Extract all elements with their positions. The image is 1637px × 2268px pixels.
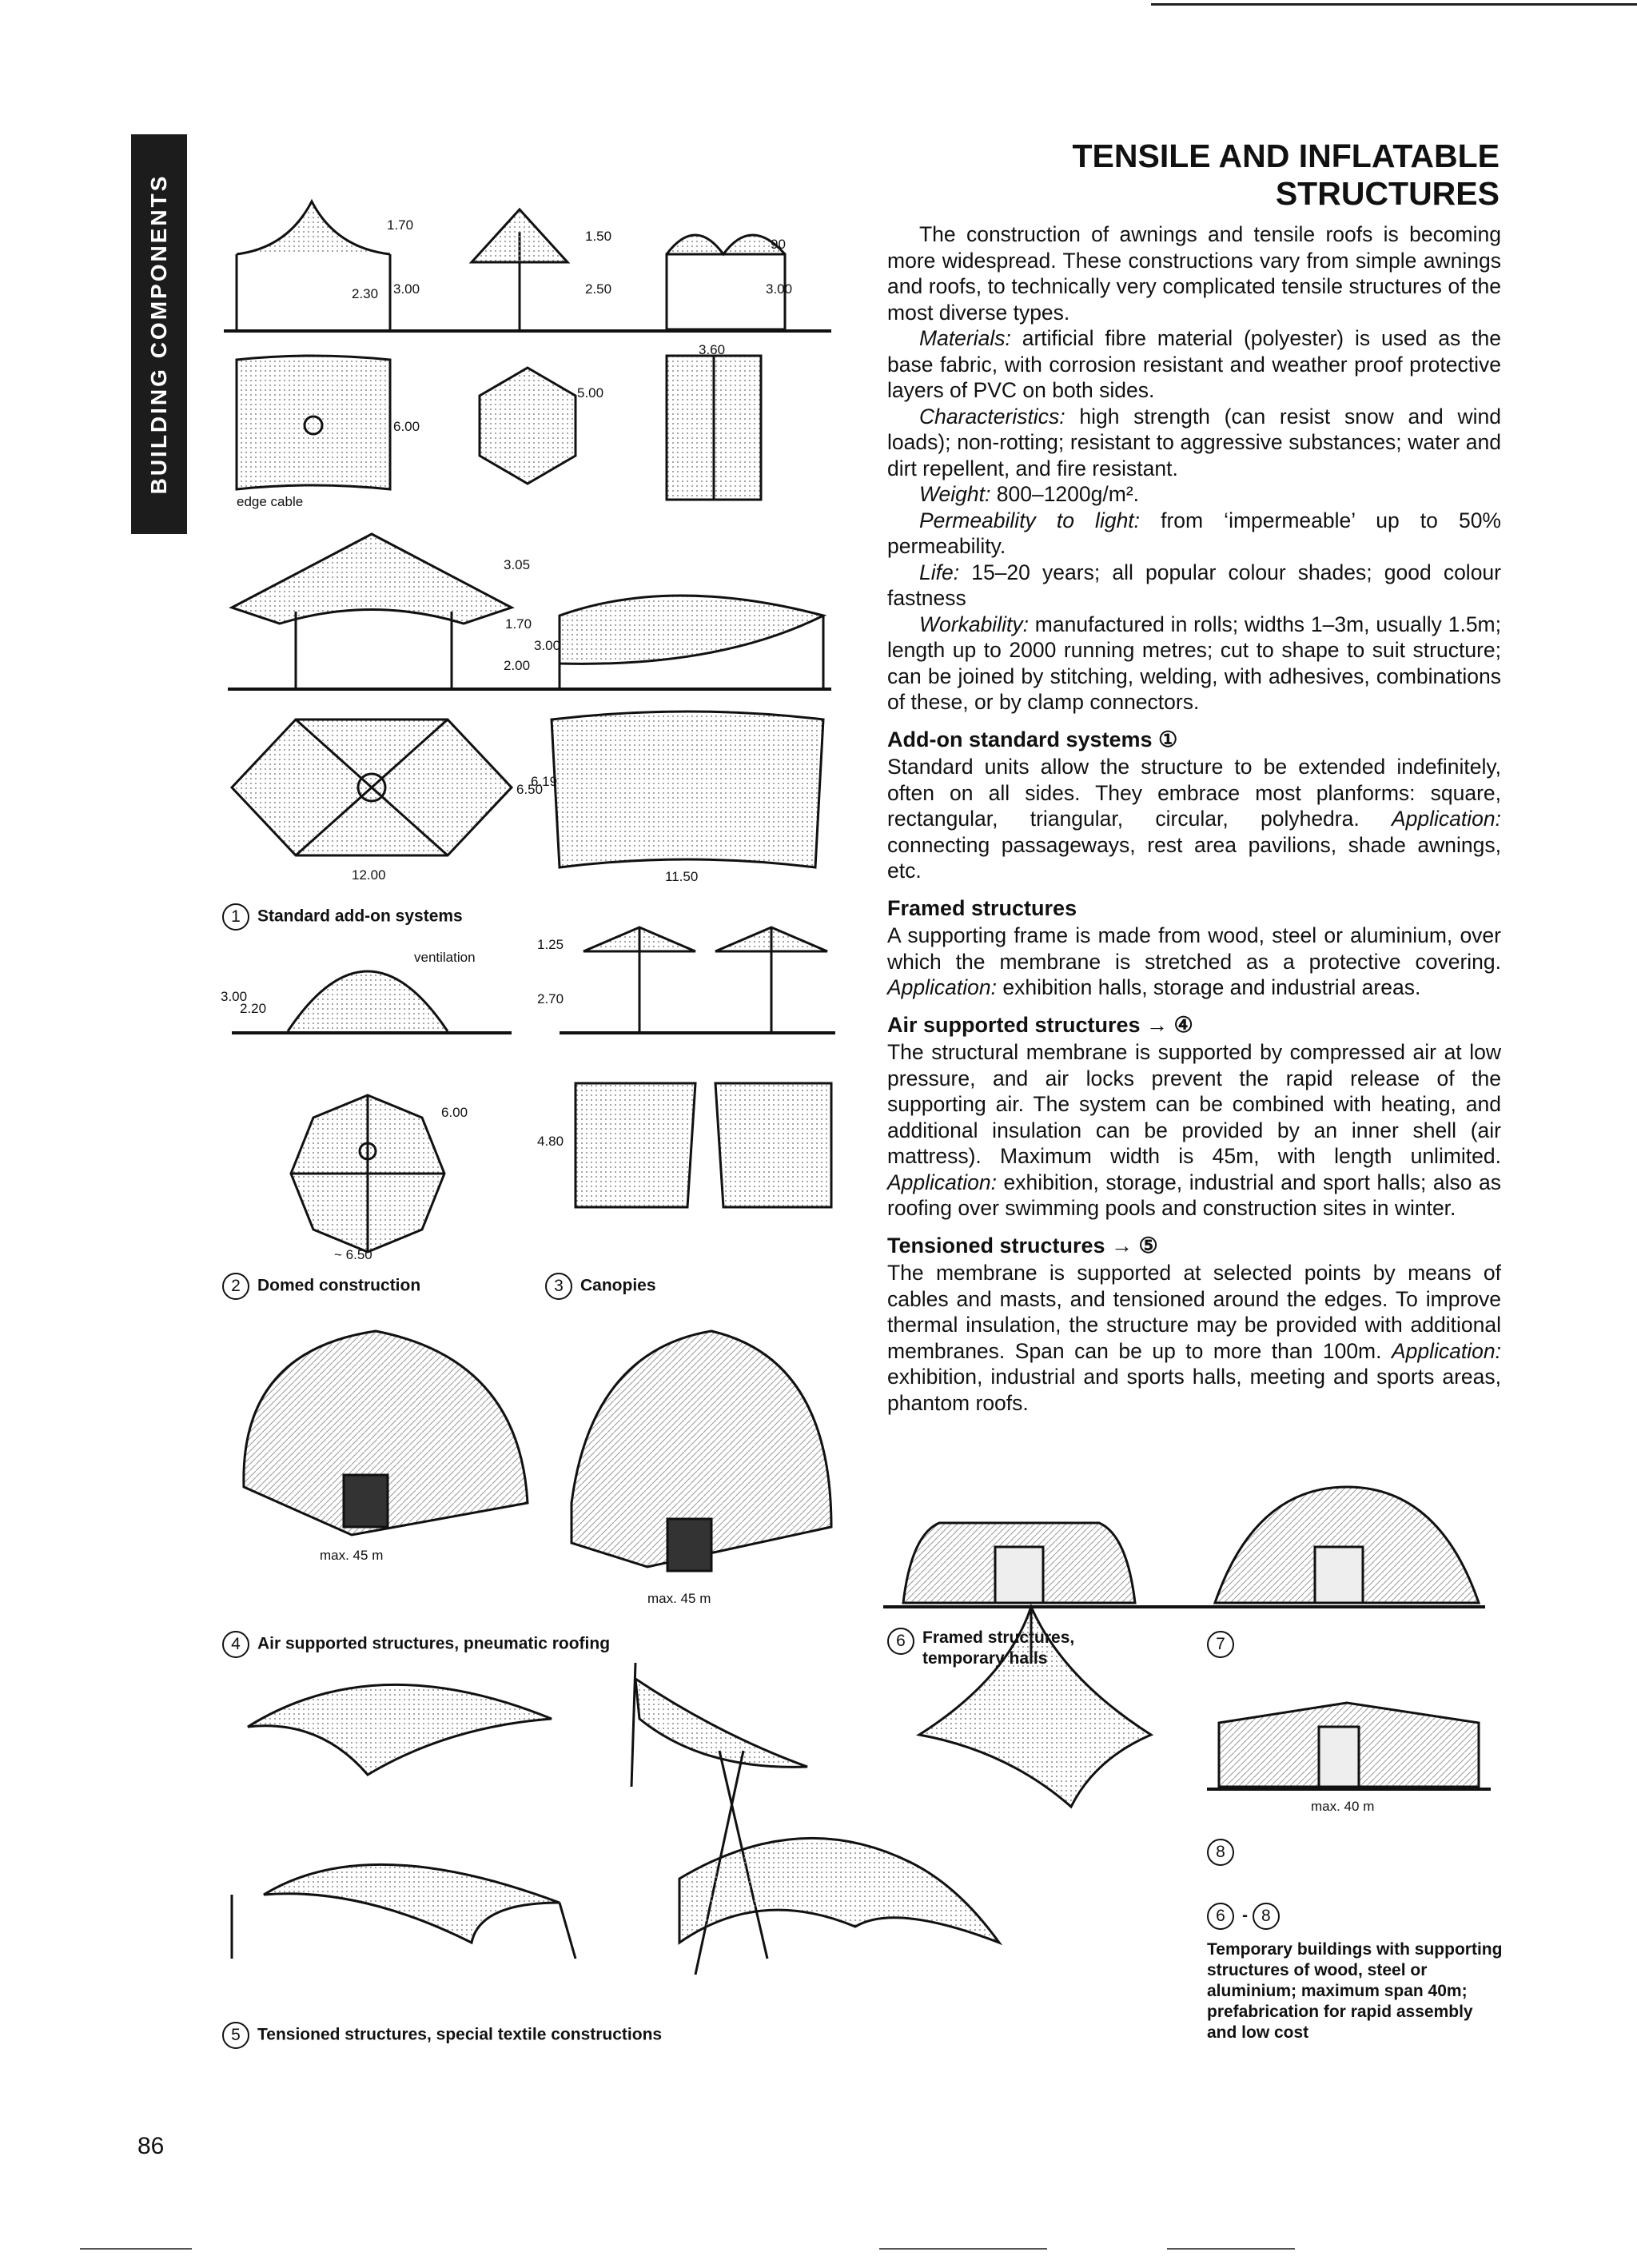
fig1-elevation-a xyxy=(237,201,390,329)
fig3-number: 3 xyxy=(545,1273,572,1300)
fig6-framed-hall xyxy=(903,1523,1135,1603)
dim-label: 1.70 xyxy=(387,217,414,233)
fig6-8-last-number: 8 xyxy=(1253,1903,1280,1930)
dim-label: 90 xyxy=(771,237,786,252)
fig4-caption-text: Air supported structures, pneumatic roofing xyxy=(257,1634,611,1653)
dim-label: ~ 6.50 xyxy=(334,1247,372,1262)
characteristics-label: Characteristics: xyxy=(919,404,1065,428)
workability-text: manufactured in rolls; widths 1–3m, usually 1.5m; length up to 2000 running metres; cut to shape to suit structure; can be joined by stitching, welding, with adhesives, combinations of these, or by clamp connectors. xyxy=(887,612,1501,714)
framed-app-label: Application: xyxy=(887,975,998,999)
addon-text: Standard units allow the structure to be extended indefinitely, often on all sides. They embrace most planforms: square, rectangular, triangular, circular, polyhedra. xyxy=(887,755,1501,831)
fig5-number: 5 xyxy=(222,2022,249,2049)
bottom-rule-left xyxy=(80,2248,192,2250)
fig8-framed-hall xyxy=(1207,1703,1491,1789)
permeability-label: Permeability to light: xyxy=(919,508,1141,532)
dim-label: 6.50 xyxy=(516,782,544,797)
fig3-caption-text: Canopies xyxy=(580,1276,656,1295)
fig3-caption xyxy=(545,1273,656,1300)
dim-label: 1.70 xyxy=(505,616,532,632)
fig6-8-range-dash: - xyxy=(1242,1906,1248,1925)
dim-label: 6.00 xyxy=(441,1105,468,1120)
dim-label: 6.19 xyxy=(531,774,558,789)
addon-app-label: Application: xyxy=(1391,807,1501,831)
materials-label: Materials: xyxy=(919,326,1011,350)
tension-text: The membrane is supported at selected points by means of cables and masts, and tensioned around the edges. To improve thermal insulation, the structure may be provided with additional membranes. Span can be up to more than 100m. xyxy=(887,1261,1501,1363)
fig1-caption-text: Standard add-on systems xyxy=(257,907,463,926)
dim-label: 4.80 xyxy=(537,1134,564,1149)
weight-text: 800–1200g/m². xyxy=(990,482,1140,506)
dim-label: 1.50 xyxy=(585,229,612,244)
fig2-dome xyxy=(232,971,512,1252)
fig8-number: 8 xyxy=(1207,1839,1234,1866)
life-label: Life: xyxy=(919,560,960,584)
edge-cable-label: edge cable xyxy=(237,494,304,509)
fig7-framed-hall xyxy=(1215,1487,1479,1603)
air-app-text: exhibition, storage, industrial and sport halls; also as roofing over swimming pools and construction sites in winter. xyxy=(887,1170,1501,1220)
fig4-air-halls xyxy=(244,1331,831,1571)
fig6-8-caption-text: Temporary buildings with supporting structures of wood, steel or aluminium; maximum span 40m; prefabrication for rapid assembly and low cost xyxy=(1207,1940,1503,2042)
framed-text: A supporting frame is made from wood, steel or aluminium, over which the membrane is stretched as a protective covering. xyxy=(887,923,1501,974)
dim-label: 2.30 xyxy=(352,286,379,301)
side-tab-label: BUILDING COMPONENTS xyxy=(146,173,171,495)
tension-app-text: exhibition, industrial and sports halls, meeting and sports areas, phantom roofs. xyxy=(887,1365,1501,1415)
bottom-rule-mid xyxy=(879,2248,1047,2250)
dim-label: 12.00 xyxy=(352,867,386,883)
air-app-label: Application: xyxy=(887,1170,998,1194)
dim-label: 2.00 xyxy=(504,658,531,673)
tension-heading: Tensioned structures → ⑤ xyxy=(887,1233,1158,1258)
tension-app-label: Application: xyxy=(1391,1338,1501,1363)
fig7-number: 7 xyxy=(1207,1631,1234,1658)
characteristics-text: high strength (can resist snow and wind loads); non-rotting; resistant to aggressive substances; water and dirt repellent, and fire resistant. xyxy=(887,404,1501,480)
dim-label: 5.00 xyxy=(577,385,604,401)
dim-label: 3.00 xyxy=(534,638,561,653)
dim-label: 6.00 xyxy=(393,419,420,434)
fig6-8-caption xyxy=(1207,1903,1503,2043)
fig2-caption-text: Domed construction xyxy=(257,1276,421,1295)
fig6-caption-text: Framed structures, temporary halls xyxy=(922,1628,1075,1668)
fig2-caption xyxy=(222,1273,420,1300)
weight-label: Weight: xyxy=(919,482,991,506)
materials-text: artificial fibre material (polyester) is used as the base fabric, with corrosion resistant and weather proof protective layers of PVC on both sides. xyxy=(887,326,1501,402)
dim-label: max. 45 m xyxy=(647,1591,711,1606)
dim-label: 3.00 xyxy=(221,989,248,1004)
fig1-elevation-b xyxy=(472,209,568,329)
fig2-number: 2 xyxy=(222,1273,249,1300)
bottom-rule-right xyxy=(1167,2248,1295,2250)
fig5-caption-text: Tensioned structures, special textile constructions xyxy=(257,2025,663,2044)
title-line-2: STRUCTURES xyxy=(1275,175,1500,212)
fig6-number: 6 xyxy=(887,1628,914,1655)
dim-label: 2.70 xyxy=(537,991,564,1006)
dim-label: 2.20 xyxy=(240,1001,267,1016)
addon-app-text: connecting passageways, rest area pavilions, shade awnings, etc. xyxy=(887,832,1501,883)
dim-label: 2.50 xyxy=(585,281,612,297)
dim-label: 11.50 xyxy=(665,869,699,884)
fig6-8-range xyxy=(1207,1903,1503,1930)
fig6-caption xyxy=(887,1628,1127,1669)
dim-label: 3.60 xyxy=(699,342,726,357)
fig1-plans xyxy=(237,356,761,500)
workability-label: Workability: xyxy=(919,612,1029,636)
intro-paragraph: The construction of awnings and tensile roofs is becoming more widespread. These constructions vary from simple awnings and roofs, to technically very complicated tensile structures of the most diverse types. xyxy=(887,222,1501,325)
fig1-number: 1 xyxy=(222,903,249,931)
ventilation-label: ventilation xyxy=(414,950,476,965)
dim-label: 1.25 xyxy=(537,937,564,952)
life-text: 15–20 years; all popular colour shades; good colour fastness xyxy=(887,560,1501,610)
dim-label: 3.00 xyxy=(766,281,793,297)
air-heading: Air supported structures → ④ xyxy=(887,1012,1193,1037)
permeability-text: from ‘impermeable’ up to 50% permeability. xyxy=(887,508,1501,558)
fig4-number: 4 xyxy=(222,1631,249,1658)
fig7-caption xyxy=(1207,1631,1242,1658)
fig5-caption xyxy=(222,2022,662,2049)
framed-app-text: exhibition halls, storage and industrial areas. xyxy=(997,975,1421,999)
title-line-1: TENSILE AND INFLATABLE xyxy=(1072,138,1500,174)
dim-label: max. 40 m xyxy=(1311,1799,1375,1814)
framed-heading: Framed structures xyxy=(887,895,1077,920)
fig4-caption xyxy=(222,1631,610,1658)
fig1-caption xyxy=(222,903,463,931)
dim-label: 3.00 xyxy=(393,281,420,297)
dim-label: max. 45 m xyxy=(320,1548,384,1563)
fig3-canopies xyxy=(560,927,835,1207)
page-number: 86 xyxy=(137,2133,165,2159)
fig6-8-first-number: 6 xyxy=(1207,1903,1234,1930)
dim-label: 3.05 xyxy=(504,557,531,572)
air-text: The structural membrane is supported by compressed air at low pressure, and air locks prevent the rapid release of the supporting air. The system can be combined with heating, and additional insulation can be provided by an inner shell (air mattress). Maximum width is 45m, with length unlimited. xyxy=(887,1040,1501,1168)
fig8-caption xyxy=(1207,1839,1242,1866)
addon-heading: Add-on standard systems ① xyxy=(887,727,1178,751)
